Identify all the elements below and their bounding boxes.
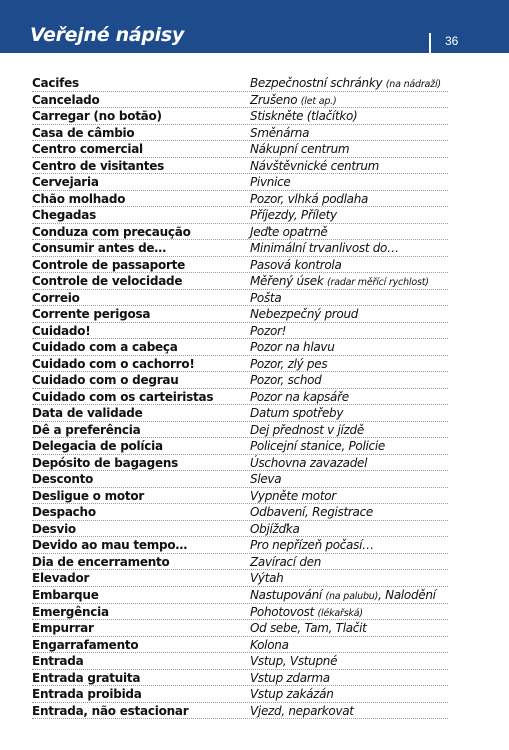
czech-translation [250,489,336,503]
portuguese-term: Cervejaria [32,175,99,190]
translation-text: Od sebe, Tam, Tlačit [250,621,367,636]
portuguese-term: Cancelado [32,92,100,107]
list-item [32,207,448,224]
header-divider [429,33,431,53]
portuguese-term: Desligue o motor [32,488,144,503]
czech-translation [250,654,337,668]
translation-text: Sleva [250,472,282,487]
portuguese-term: Consumir antes de… [32,241,167,256]
translation-text: Pasová kontrola [250,257,342,272]
portuguese-term: Cuidado com o degrau [32,373,179,388]
portuguese-term: Embarque [32,587,99,602]
translation-text: Stiskněte (tlačítko) [250,109,358,124]
translation-text: Úschovna zavazadel [250,455,368,470]
translation-text: Vstup zakázán [250,687,334,702]
translation-text: Policejní stanice, Policie [250,439,385,454]
portuguese-term: Devido ao mau tempo… [32,538,188,553]
list-item [32,422,448,439]
czech-translation [250,109,357,123]
czech-translation [250,406,343,420]
czech-translation [250,93,336,107]
translation-text: Pozor! [250,323,287,338]
translation-text: Vypněte motor [250,488,336,503]
translation-text: Jeďte opatrně [250,224,328,239]
czech-translation [250,307,358,321]
portuguese-term: Empurrar [32,621,94,636]
list-item [32,240,448,257]
list-item [32,405,448,422]
translation-text: Vjezd, neparkovat [250,703,354,718]
czech-translation [250,76,441,90]
list-item [32,587,448,604]
list-item [32,257,448,274]
list-item [32,306,448,323]
portuguese-term: Controle de velocidade [32,274,183,289]
list-item [32,620,448,637]
czech-translation [250,258,342,272]
translation-text-continued: , Nalodění [378,587,436,602]
czech-translation [250,357,327,371]
portuguese-term: Despacho [32,505,96,520]
page-title: Veřejné nápisy [30,24,184,46]
portuguese-term: Conduza com precaução [32,224,191,239]
translation-text: Zavírací den [250,554,322,569]
translation-note: (radar měřící rychlost) [326,277,429,289]
portuguese-term: Centro comercial [32,142,143,157]
czech-translation [250,638,289,652]
czech-translation [250,439,385,453]
czech-translation [250,605,363,619]
czech-translation [250,225,327,239]
phrase-list [32,75,448,719]
portuguese-term: Cuidado com os carteiristas [32,389,214,404]
list-item [32,125,448,142]
list-item [32,637,448,654]
portuguese-term: Elevador [32,571,90,586]
portuguese-term: Corrente perigosa [32,307,151,322]
translation-text: Datum spotřeby [250,406,344,421]
translation-text: Pozor, schod [250,373,322,388]
list-item [32,339,448,356]
list-item [32,686,448,703]
portuguese-term: Cuidado! [32,323,91,338]
list-item [32,504,448,521]
czech-translation [250,142,349,156]
czech-translation [250,671,330,685]
czech-translation [250,423,364,437]
portuguese-term: Chegadas [32,208,97,223]
translation-text: Pozor, zlý pes [250,356,328,371]
list-item [32,323,448,340]
list-item [32,438,448,455]
czech-translation [250,505,373,519]
portuguese-term: Desconto [32,472,94,487]
list-item [32,670,448,687]
portuguese-term: Cacifes [32,76,79,90]
translation-text: Zrušeno [250,92,298,107]
list-item [32,471,448,488]
czech-translation [250,192,368,206]
translation-text: Objížďka [250,521,300,536]
translation-text: Pohotovost [250,604,314,619]
translation-text: Příjezdy, Přílety [250,208,337,223]
translation-text: Kolona [250,637,289,652]
portuguese-term: Cuidado com o cachorro! [32,356,195,371]
portuguese-term: Desvio [32,521,76,536]
list-item [32,141,448,158]
list-item [32,389,448,406]
portuguese-term: Entrada, não estacionar [32,703,189,718]
list-item [32,273,448,290]
portuguese-term: Chão molhado [32,191,126,206]
translation-text: Pozor, vlhká podlaha [250,191,369,206]
translation-text: Nebezpečný proud [250,307,359,322]
czech-translation [250,373,322,387]
portuguese-term: Carregar (no botão) [32,109,162,124]
translation-text: Pozor na kapsáře [250,389,349,404]
portuguese-term: Dia de encerramento [32,554,170,569]
portuguese-term: Entrada gratuita [32,670,141,685]
translation-text: Dej přednost v jízdě [250,422,364,437]
list-item [32,174,448,191]
portuguese-term: Emergência [32,604,109,619]
translation-text: Bezpečnostní schránky [250,76,383,90]
czech-translation [250,291,281,305]
page-number: 36 [445,34,459,48]
translation-text: Návštěvnické centrum [250,158,380,173]
list-item [32,521,448,538]
portuguese-term: Entrada [32,654,84,669]
portuguese-term: Entrada proibida [32,687,142,702]
portuguese-term: Casa de câmbio [32,125,135,140]
translation-note: (lékařská) [317,607,363,619]
portuguese-term: Controle de passaporte [32,257,186,272]
translation-note: (na palubu) [325,590,379,602]
list-item [32,224,448,241]
czech-translation [250,208,337,222]
list-item [32,488,448,505]
czech-translation [250,126,309,140]
list-item [32,554,448,571]
translation-text: Vstup, Vstupné [250,654,338,669]
translation-text: Pivnice [250,175,291,190]
list-item [32,372,448,389]
translation-text: Směnárna [250,125,310,140]
czech-translation [250,571,283,585]
czech-translation [250,175,291,189]
portuguese-term: Correio [32,290,80,305]
portuguese-term: Dê a preferência [32,422,141,437]
list-item [32,570,448,587]
translation-note: (let ap.) [300,95,337,107]
translation-text: Nastupování [250,587,322,602]
czech-translation [250,274,429,288]
czech-translation [250,555,321,569]
portuguese-term: Delegacia de polícia [32,439,163,454]
list-item [32,537,448,554]
translation-text: Výtah [250,571,284,586]
czech-translation [250,159,379,173]
list-item [32,75,448,92]
translation-text: Vstup zdarma [250,670,330,685]
list-item [32,455,448,472]
portuguese-term: Centro de visitantes [32,158,165,173]
czech-translation [250,241,399,255]
portuguese-term: Data de validade [32,406,143,421]
portuguese-term: Engarrafamento [32,637,139,652]
czech-translation [250,390,349,404]
translation-text: Pozor na hlavu [250,340,335,355]
list-item [32,653,448,670]
list-item [32,108,448,125]
list-item [32,703,448,720]
translation-text: Nákupní centrum [250,142,350,157]
list-item [32,92,448,109]
translation-text: Odbavení, Registrace [250,505,373,520]
translation-text: Pošta [250,290,282,305]
list-item [32,356,448,373]
list-item [32,191,448,208]
portuguese-term: Depósito de bagagens [32,455,179,470]
czech-translation [250,456,367,470]
czech-translation [250,588,436,602]
list-item [32,604,448,621]
translation-note: (na nádraží) [385,79,441,90]
portuguese-term: Cuidado com a cabeça [32,340,178,355]
czech-translation [250,522,300,536]
czech-translation [250,538,374,552]
czech-translation [250,687,334,701]
list-item [32,158,448,175]
czech-translation [250,472,281,486]
page-header [0,0,509,53]
czech-translation [250,704,354,718]
list-item [32,290,448,307]
czech-translation [250,340,335,354]
translation-text: Měřený úsek [250,274,324,289]
translation-text: Minimální trvanlivost do… [250,241,399,256]
translation-text: Pro nepřízeň počasí… [250,538,374,553]
czech-translation [250,621,367,635]
czech-translation [250,324,286,338]
